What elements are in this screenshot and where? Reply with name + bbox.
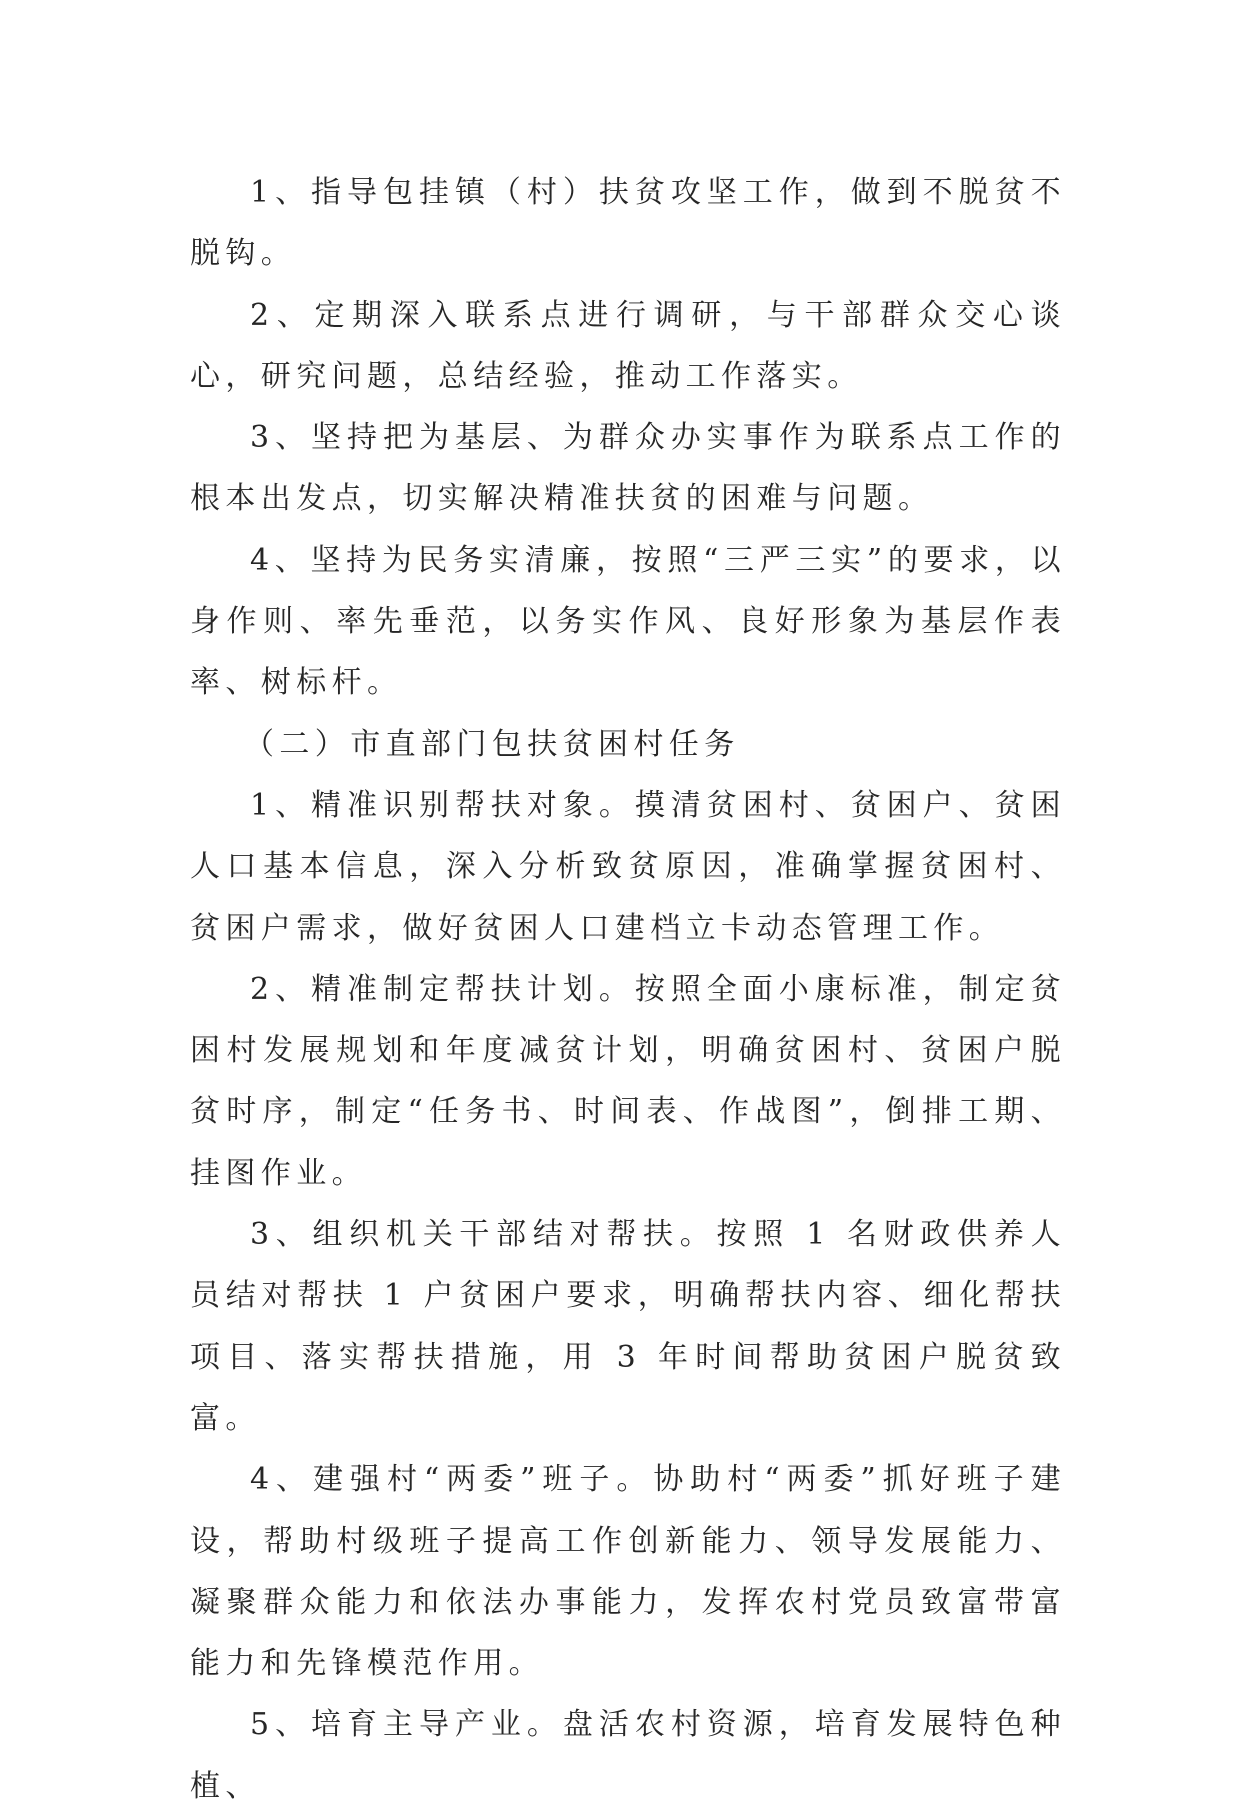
paragraph-item-1: 1、指导包挂镇（村）扶贫攻坚工作，做到不脱贫不脱钩。 bbox=[190, 175, 1066, 272]
paragraph-task-5: 5、培育主导产业。盘活农村资源，培育发展特色种植、 bbox=[190, 1707, 1066, 1804]
paragraph-item-2: 2、定期深入联系点进行调研，与干部群众交心谈心，研究问题，总结经验，推动工作落实。 bbox=[190, 297, 1066, 394]
paragraph-task-4: 4、建强村“两委”班子。协助村“两委”抓好班子建设，帮助村级班子提高工作创新能力、领导发展能力、凝聚群众能力和依法办事能力，发挥农村党员致富带富能力和先锋模范作用。 bbox=[190, 1462, 1066, 1682]
document-body bbox=[190, 162, 1066, 1817]
paragraph-task-2: 2、精准制定帮扶计划。按照全面小康标准，制定贫困村发展规划和年度减贫计划，明确贫困村、贫困户脱贫时序，制定“任务书、时间表、作战图”，倒排工期、挂图作业。 bbox=[190, 971, 1066, 1191]
section-heading: （二）市直部门包扶贫困村任务 bbox=[244, 726, 740, 762]
paragraph-task-1: 1、精准识别帮扶对象。摸清贫困村、贫困户、贫困人口基本信息，深入分析致贫原因，准确掌握贫困村、贫困户需求，做好贫困人口建档立卡动态管理工作。 bbox=[190, 787, 1066, 946]
paragraph-item-4: 4、坚持为民务实清廉，按照“三严三实”的要求，以身作则、率先垂范，以务实作风、良好形象为基层作表率、树标杆。 bbox=[190, 542, 1066, 701]
paragraph-task-3: 3、组织机关干部结对帮扶。按照 1 名财政供养人员结对帮扶 1 户贫困户要求，明确帮扶内容、细化帮扶项目、落实帮扶措施，用 3 年时间帮助贫困户脱贫致富。 bbox=[190, 1217, 1066, 1436]
paragraph-item-3: 3、坚持把为基层、为群众办实事作为联系点工作的根本出发点，切实解决精准扶贫的困难与问题。 bbox=[190, 420, 1066, 517]
